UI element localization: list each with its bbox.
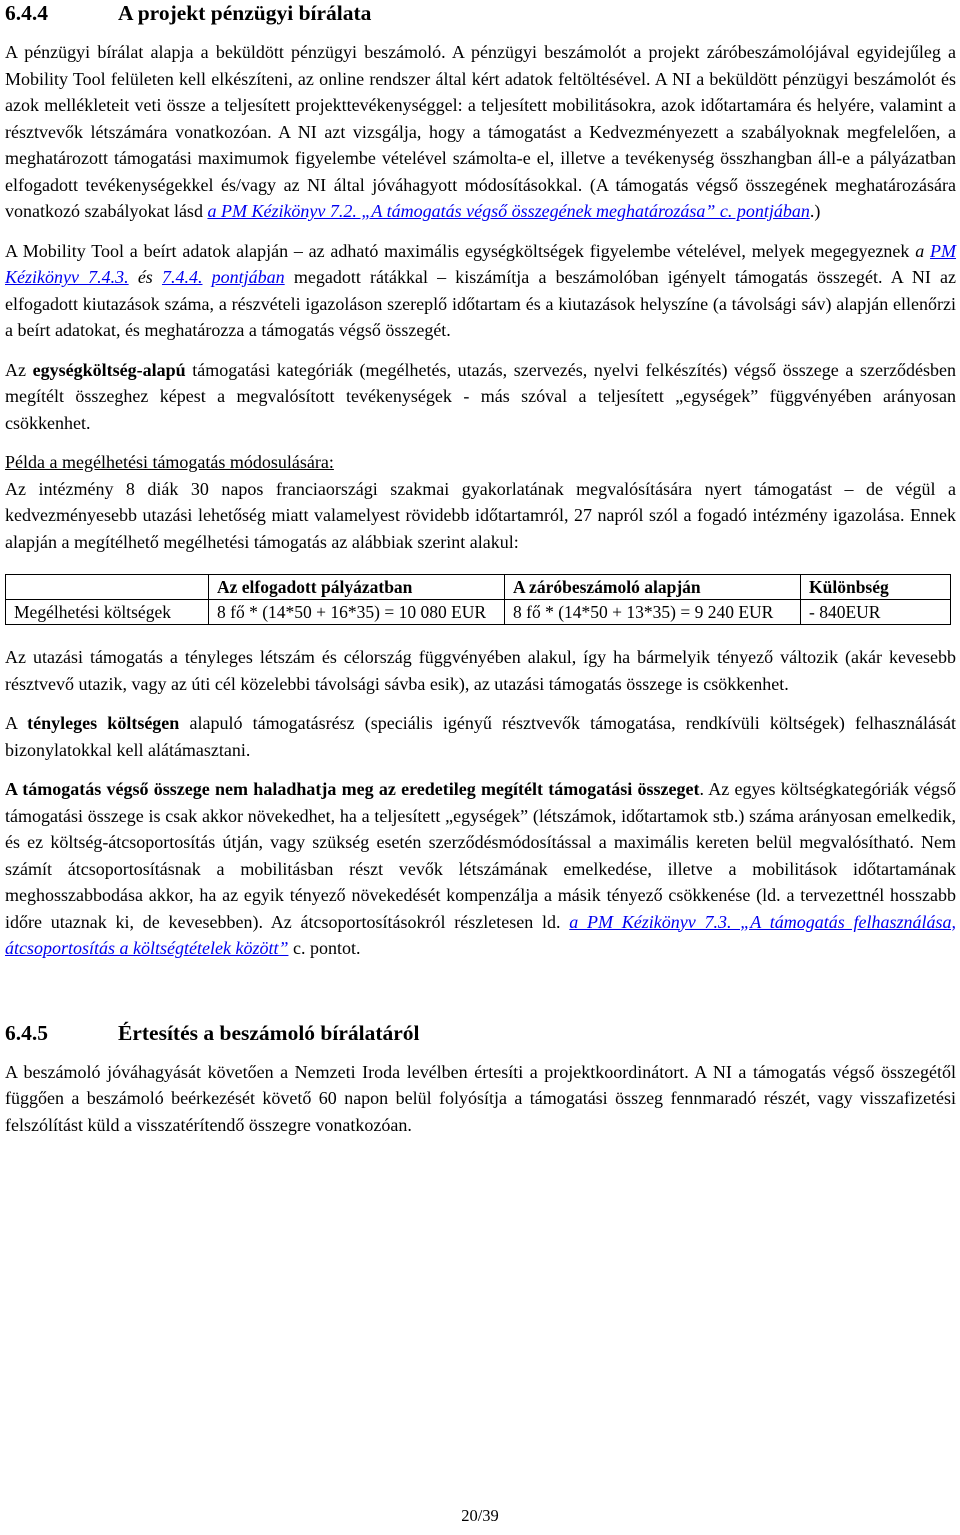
- section-title: A projekt pénzügyi bírálata: [118, 1, 372, 25]
- section-heading-6-4-4: [5, 0, 956, 26]
- paragraph-mobility-tool: A Mobility Tool a beírt adatok alapján – az adható maximális egységköltségek figyelembe vételével, melyek megegyeznek a PM Kézikönyv 7.4.3. és 7.4.4. pontjában megadott rátákkal – kiszámítja a beszámolóban igényelt támogatás összegét. A NI az elfogadott kiutazások száma, a részvételi igazoláson szereplő időtartam és a kiutazások helyszíne (a távolsági sáv) alapján ellenőrzi a beírt adatokat, és meghatározza a támogatás végső összegét.: [5, 240, 957, 340]
- cell-difference: - 840EUR: [801, 600, 951, 625]
- paragraph-example: Az intézmény 8 diák 30 napos franciaországi szakmai gyakorlatának megvalósítására nyert támogatást – de végül a kedvezményesebb utazási lehetőség miatt valamelyest rövidebb időtartamról, 27 napról szól a fogadó intézmény igazolása. Ennek alapján a megítélhető megélhetési támogatás az alábbiak szerint alakul:: [5, 478, 956, 552]
- pm-handbook-7-3-link[interactable]: a PM Kézikönyv 7.3. „A támogatás felhasználása, átcsoportosítás a költségtételek között”: [5, 911, 956, 958]
- paragraph-financial-review: A pénzügyi bírálat alapja a beküldött pénzügyi beszámoló. A pénzügyi beszámolót a projekt záróbeszámolójával egyidejűleg a Mobility Tool felületen kell elkészíteni, az online rendszer által kért adatok feltöltésével. A NI a beküldött pénzügyi beszámolót és azok mellékleteit veti össze a teljesített projekttevékenységgel: a teljesített mobilitásokra, azok időtartamára és helyére, valamint a résztvevők létszámára vonatkozóan. A NI azt vizsgálja, hogy a támogatást a Kedvezményezett a szabályoknak megfelelően, a meghatározott támogatási maximumok figyelembe vételével számolta-e el, illetve a tevékenység összhangban áll-e a pályázatban elfogadott tevékenységekkel és/vagy az NI által jóváhagyott módosításokkal. (A támogatás végső összegének meghatározására vonatkozó szabályokat lásd a PM Kézikönyv 7.2. „A támogatás végső összegének meghatározása” c. pontjában.): [5, 42, 956, 221]
- header-final: A záróbeszámoló alapján: [505, 575, 801, 600]
- section-title: Értesítés a beszámoló bírálatáról: [118, 1020, 420, 1045]
- section-number: 6.4.5: [5, 1020, 48, 1045]
- header-difference: Különbség: [801, 575, 951, 600]
- pm-handbook-7-4-4-link[interactable]: 7.4.4.: [161, 267, 203, 287]
- pm-handbook-7-2-link[interactable]: a PM Kézikönyv 7.2. „A támogatás végső összegének meghatározása” c. pontjában: [207, 201, 810, 221]
- document-page: [5, 0, 956, 1138]
- cell-final: 8 fő * (14*50 + 13*35) = 9 240 EUR: [505, 600, 801, 625]
- paragraph-unit-cost: Az egységköltség-alapú támogatási kategóriák (megélhetés, utazás, szervezés, nyelvi felkészítés) végső összege a szerződésben megítélt összeghez képest a megvalósított tevékenységek - más szóval a teljesített „egységek” függvényében arányosan csökkenhet.: [5, 359, 956, 433]
- paragraph-actual-costs: A tényleges költségen alapuló támogatásrész (speciális igényű résztvevők támogatása, rendkívüli költségek) felhasználását bizonylatokkal kell alátámasztani.: [5, 713, 956, 760]
- pm-handbook-7-4-3-link[interactable]: PM Kézikönyv 7.4.3.: [5, 240, 957, 287]
- comparison-table: [5, 574, 951, 625]
- row-label: Megélhetési költségek: [6, 600, 209, 625]
- paragraph-final-amount: A támogatás végső összege nem haladhatja meg az eredetileg megítélt támogatási összeget. Az egyes költségkategóriák végső támogatási összege is csak akkor növekedhet, ha a teljesített „egységek” (létszámok, időtartamok stb.) száma arányosan emelkedik, és ez költség-átcsoportosítás útján, vagy szükség esetén szerződésmódosítással a maximális kereten belül megvalósítható. Nem számít átcsoportosításnak a mobilitásban részt vevők létszámának emelkedése, illetve a mobilitások időtartamának meghosszabbodása akkor, ha az egyik tényező növekedését kompenzálja a másik tényező csökkenése (ld. a tervezettnél hosszabb időre utaznak ki, de kevesebben). Az átcsoportosításokról részletesen ld. a PM Kézikönyv 7.3. „A támogatás felhasználása, átcsoportosítás a költségtételek között” c. pontot.: [5, 779, 956, 958]
- example-heading: Példa a megélhetési támogatás módosulására:: [5, 452, 334, 472]
- header-accepted: Az elfogadott pályázatban: [209, 575, 505, 600]
- table-row: [6, 600, 951, 625]
- paragraph-notification: A beszámoló jóváhagyását követően a Nemzeti Iroda levélben értesíti a projektkoordinátort. A NI a támogatás végső összegétől függően a beszámoló beérkezését követő 60 napon belül folyósítja a támogatási összeg fennmaradó részét, vagy visszafizetési felszólítást küld a visszatérítendő összegre vonatkozóan.: [5, 1061, 956, 1135]
- pontjaban-link[interactable]: pontjában: [211, 267, 285, 287]
- section-heading-6-4-5: [5, 1020, 956, 1046]
- table-header-row: [6, 575, 951, 600]
- section-number: 6.4.4: [5, 1, 48, 25]
- page-number: 20/39: [461, 1506, 499, 1525]
- cell-accepted: 8 fő * (14*50 + 16*35) = 10 080 EUR: [209, 600, 505, 625]
- paragraph-travel-support: Az utazási támogatás a tényleges létszám és célország függvényében alakul, így ha bármelyik tényező változik (akár kevesebb résztvevő utazik, vagy az úti cél közelebbi távolsági sávba esik), az utazási támogatás összege is csökkenhet.: [5, 647, 956, 694]
